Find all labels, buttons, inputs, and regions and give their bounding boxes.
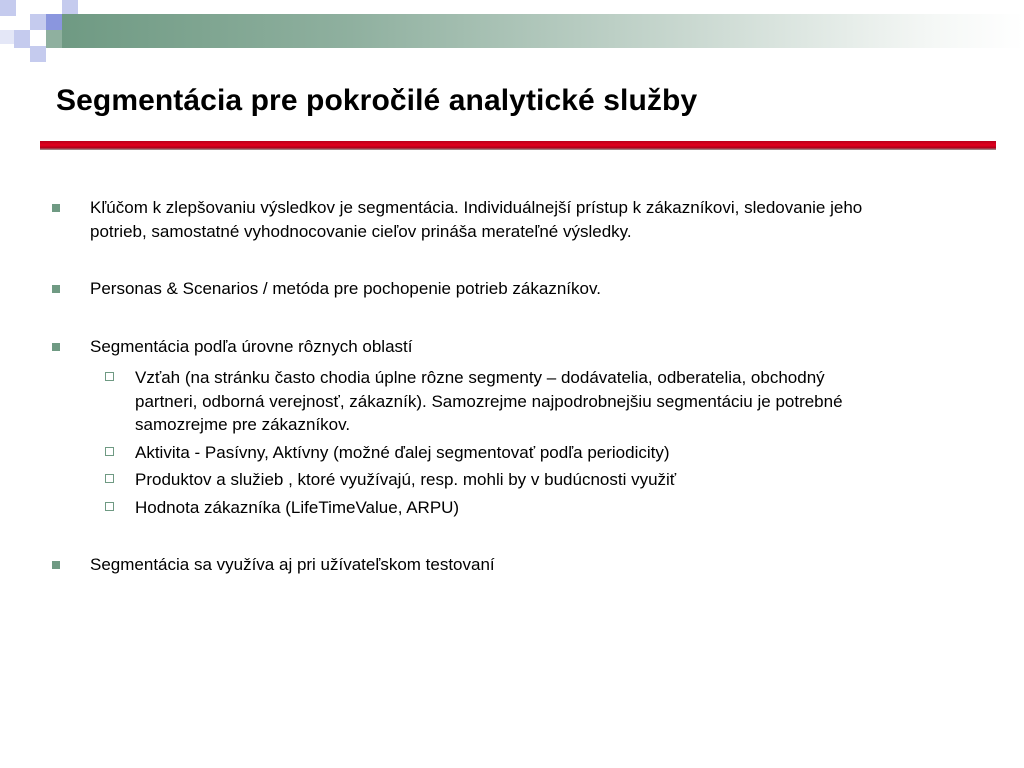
square-bullet-icon (52, 561, 60, 569)
hollow-square-bullet-icon (105, 502, 114, 511)
bullet-text: Segmentácia sa využíva aj pri užívateľskom testovaní (90, 555, 495, 574)
bullet-item (0, 277, 890, 301)
sub-bullet-item (0, 496, 875, 520)
bullet-text: Segmentácia podľa úrovne rôznych oblastí (90, 336, 413, 356)
slide-title: Segmentácia pre pokročilé analytické služby (56, 84, 698, 117)
square-bullet-icon (52, 285, 60, 293)
title-underline (40, 141, 996, 150)
sub-bullet-item (0, 441, 875, 465)
bullet-text: Personas & Scenarios / metóda pre pochopenie potrieb zákazníkov. (90, 279, 601, 298)
square-bullet-icon (52, 343, 60, 351)
bullet-item (0, 553, 890, 577)
sub-bullet-text: Aktivita - Pasívny, Aktívny (možné ďalej segmentovať podľa periodicity) (135, 442, 670, 462)
sub-bullet-text: Hodnota zákazníka (LifeTimeValue, ARPU) (135, 497, 460, 517)
header-gradient-bar (62, 14, 1024, 48)
square-bullet-icon (52, 204, 60, 212)
sub-bullet-text: Vzťah (na stránku často chodia úplne rôzne segmenty – dodávatelia, odberatelia, obchodný partneri, odborná verejnosť, zákazník). Samozrejme najpodrobnejšiu segmentáciu je potrebné samozrejme pre zákazníkov. (135, 368, 843, 434)
sub-bullet-item (0, 366, 875, 437)
bullet-item (0, 335, 890, 359)
sub-bullet-text: Produktov a služieb , ktoré využívajú, resp. mohli by v budúcnosti využiť (135, 470, 677, 489)
hollow-square-bullet-icon (105, 447, 114, 456)
bullet-item (0, 196, 890, 243)
bullet-text: Kľúčom k zlepšovaniu výsledkov je segmentácia. Individuálnejší prístup k zákazníkovi, sledovanie jeho potrieb, samostatné vyhodnocovanie cieľov prináša merateľné výsledky. (90, 198, 863, 241)
hollow-square-bullet-icon (105, 474, 114, 483)
sub-bullet-item (0, 468, 875, 492)
slide-body (0, 196, 1024, 577)
hollow-square-bullet-icon (105, 372, 114, 381)
